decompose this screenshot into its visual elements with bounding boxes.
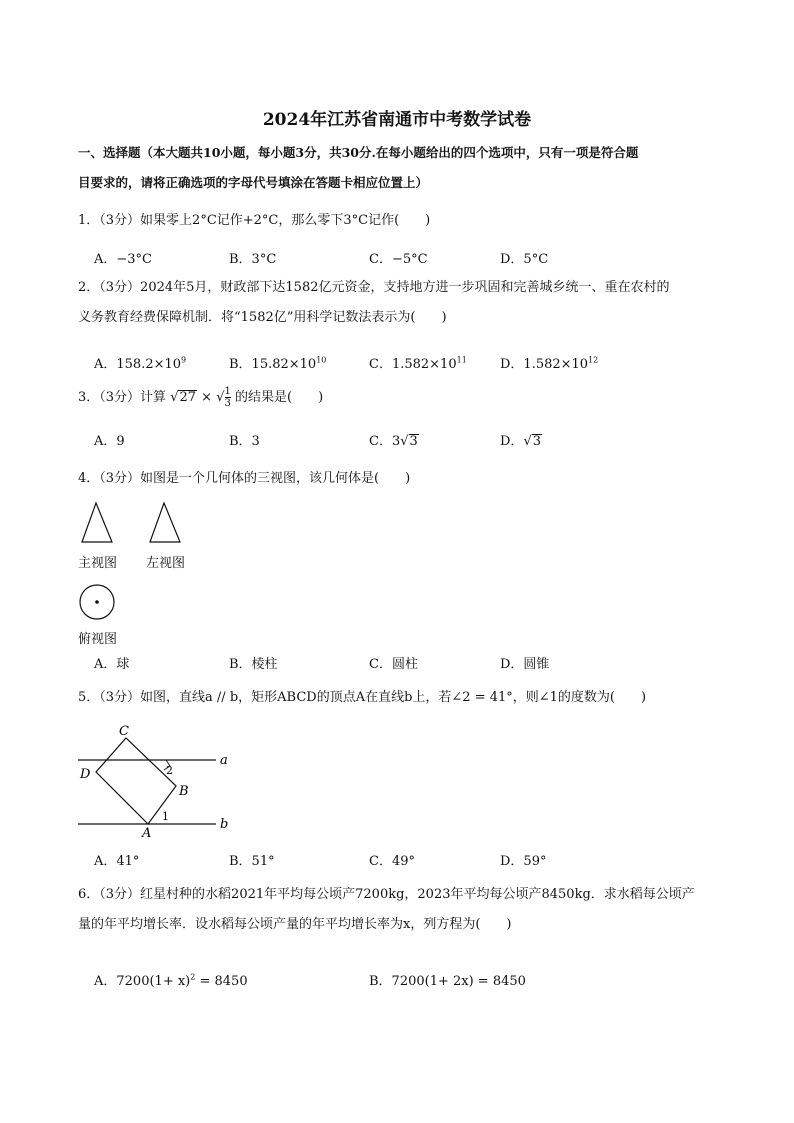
label-angle-1: 1 [162, 810, 169, 823]
label-a-vertex: A [142, 826, 152, 841]
q3-option-d-radicand: 3 [532, 434, 542, 449]
q1-option-c[interactable]: C．−5°C [369, 252, 428, 267]
q5-option-b[interactable]: B．51° [229, 854, 275, 869]
section-header [78, 138, 728, 198]
q2-option-d[interactable] [500, 353, 598, 372]
q3-option-a[interactable]: A．9 [94, 434, 125, 449]
q5-option-c[interactable]: C．49° [369, 854, 415, 869]
q6-stem-line-2: 量的年平均增长率．设水稻每公顷产量的年平均增长率为x，列方程为( ) [78, 917, 512, 932]
three-view-triangles [78, 500, 198, 546]
top-view-label: 俯视图 [78, 632, 118, 647]
question-4-options [94, 653, 734, 675]
question-6-options [94, 970, 734, 992]
question-4-stem: 4．（3分）如图是一个几何体的三视图，该几何体是( ) [78, 471, 411, 486]
left-view-label: 左视图 [146, 556, 186, 571]
q5-option-a[interactable]: A．41° [94, 854, 140, 869]
rectangle-parallel-lines-figure [74, 720, 244, 842]
q3-times: × [201, 390, 213, 405]
q2-option-c[interactable] [369, 353, 467, 372]
q3-option-d-base: D． [500, 434, 524, 449]
q2-option-c-exp: 11 [456, 355, 467, 365]
top-view-circle [78, 583, 118, 623]
question-3-stem [78, 383, 728, 413]
question-2-stem [78, 273, 728, 333]
q3-option-b[interactable]: B．3 [229, 434, 260, 449]
question-5-options [94, 850, 734, 872]
q3-frac-num: 1 [224, 386, 231, 397]
sqrt-icon: √ [216, 390, 225, 405]
q4-option-b[interactable]: B．棱柱 [229, 657, 278, 672]
question-1-options [94, 248, 734, 270]
q3-option-d[interactable] [500, 430, 542, 449]
q3-suffix: 的结果是( ) [235, 390, 324, 405]
q2-option-b-exp: 10 [316, 355, 327, 365]
q5-option-d[interactable]: D．59° [500, 854, 547, 869]
label-c: C [119, 724, 129, 739]
q3-fraction [225, 386, 231, 409]
q6-option-a-pre: A．7200(1+ x) [94, 974, 191, 989]
q6-option-a[interactable] [94, 970, 248, 989]
q3-frac-den: 3 [224, 398, 231, 409]
q1-option-a[interactable]: A．−3°C [94, 252, 152, 267]
section-line-1: 一、选择题（本大题共10小题，每小题3分，共30分.在每小题给出的四个选项中，只有一项是符合题 [78, 145, 639, 160]
left-view-triangle [150, 503, 180, 542]
q4-option-d[interactable]: D．圆锥 [500, 657, 550, 672]
q3-option-c-radicand: 3 [409, 434, 418, 449]
q2-option-b[interactable] [229, 353, 326, 372]
q6-stem-line-1: 6．（3分）红星村种的水稻2021年平均每公顷产7200kg，2023年平均每公顷产8450kg．求水稻每公顷产 [78, 887, 695, 902]
q2-option-c-base: C．1.582×10 [369, 357, 457, 372]
q3-option-c[interactable] [369, 430, 419, 449]
q3-prefix: 3．（3分）计算 [78, 390, 167, 405]
question-3-options [94, 430, 734, 452]
label-d: D [80, 767, 91, 782]
front-view-triangle [82, 503, 112, 542]
label-angle-2: 2 [166, 764, 173, 777]
question-6-stem [78, 880, 728, 940]
label-b-vertex: B [179, 784, 189, 799]
q2-option-a-exp: 9 [181, 355, 187, 365]
q6-option-a-post: = 8450 [195, 974, 248, 989]
section-line-2: 目要求的，请将正确选项的字母代号填涂在答题卡相应位置上） [78, 175, 429, 190]
question-1-stem: 1．（3分）如果零上2°C记作+2°C，那么零下3°C记作( ) [78, 213, 431, 228]
question-2-options [94, 353, 734, 375]
q1-option-b[interactable]: B．3°C [229, 252, 277, 267]
q2-option-a-base: A．158.2×10 [94, 357, 182, 372]
q3-option-c-base: C．3 [369, 434, 401, 449]
exam-title: 2024年江苏省南通市中考数学试卷 [262, 110, 532, 130]
q1-option-d[interactable]: D．5°C [500, 252, 549, 267]
center-dot [95, 600, 99, 604]
label-line-b: b [220, 817, 229, 832]
q4-option-c[interactable]: C．圆柱 [369, 657, 418, 672]
sqrt-icon: √ [400, 434, 409, 449]
q2-stem-line-1: 2．（3分）2024年5月，财政部下达1582亿元资金，支持地方进一步巩固和完善城乡统一、重在农村的 [78, 280, 670, 295]
q2-option-a[interactable] [94, 353, 186, 372]
sqrt-icon: √ [170, 390, 179, 405]
q2-stem-line-2: 义务教育经费保障机制．将“1582亿”用科学记数法表示为( ) [78, 310, 447, 325]
q2-option-d-exp: 12 [588, 355, 599, 365]
q6-option-b[interactable]: B．7200(1+ 2x) = 8450 [369, 974, 526, 989]
q6-option-a-exp: 2 [190, 972, 196, 982]
q2-option-b-base: B．15.82×10 [229, 357, 317, 372]
q4-option-a[interactable]: A．球 [94, 657, 130, 672]
q2-option-d-base: D．1.582×10 [500, 357, 589, 372]
question-5-stem: 5．（3分）如图，直线a // b，矩形ABCD的顶点A在直线b上，若∠2 = 41°，则∠1的度数为( ) [78, 690, 647, 705]
q3-radicand: 27 [179, 390, 197, 405]
sqrt-icon: √ [523, 434, 532, 449]
front-view-label: 主视图 [78, 556, 118, 571]
label-line-a: a [220, 753, 228, 768]
